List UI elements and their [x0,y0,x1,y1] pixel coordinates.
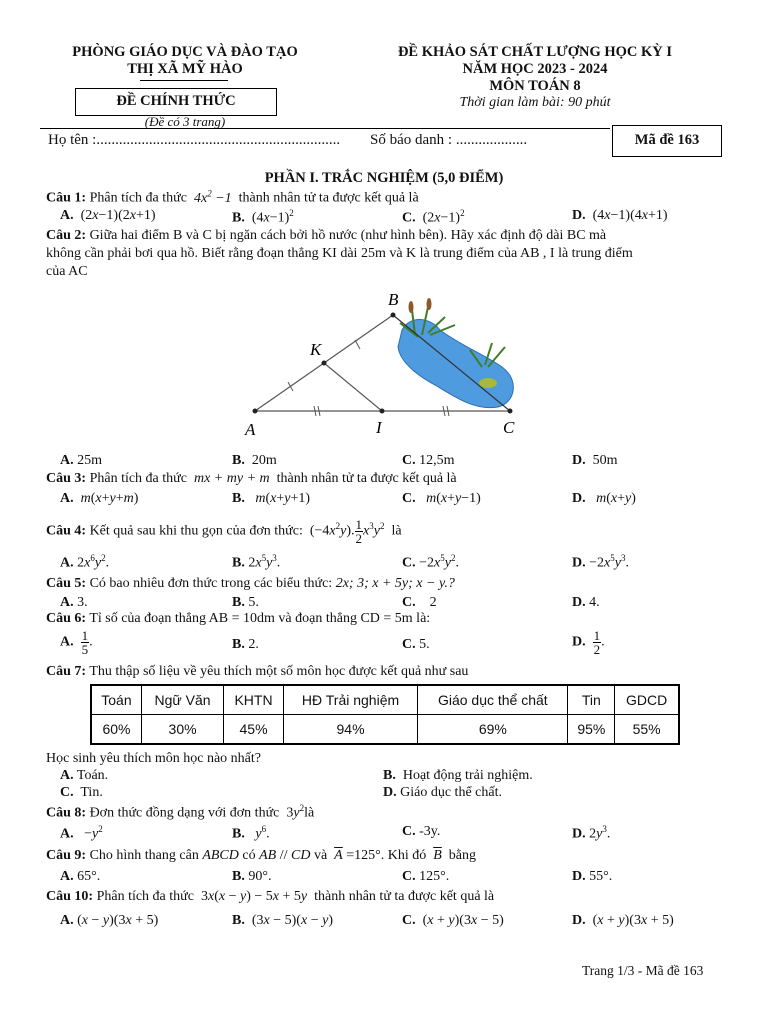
header-underline [140,80,228,81]
q7-option-b[interactable]: B. Hoạt động trải nghiệm. [383,768,533,783]
point-b-label: B [388,290,399,309]
table-cell: 60% [91,715,141,745]
pages-note: (Đề có 3 trang) [144,114,226,129]
q8-label: Câu 8: [46,805,87,821]
question-4: Câu 4: Kết quả sau khi thu gọn của đơn thức: $(-4x^2y)$. $\frac{1}{2}$ $x^3y^2$ là [46,517,402,546]
q6-option-c[interactable]: C. 5. [402,637,430,652]
q4-option-d[interactable]: D. $-2x^5y^3$. [572,553,629,571]
q4-option-c[interactable]: C. $-2x^5y^2$. [402,553,459,571]
q5-label: Câu 5: [46,576,87,591]
question-8: Câu 8: Đơn thức đồng dạng với đơn thức $3y^2là$ [46,803,315,821]
question-1: Câu 1: Phân tích đa thức $4x^2 -1$ thành nhân tử ta được kết quả là [46,188,419,206]
q7-question: Học sinh yêu thích môn học nào nhất? [46,751,262,766]
question-6: Câu 6: Tỉ số của đoạn thẳng AB = 10dm và đoạn thẳng CD = 5m là: [46,611,431,626]
q1-label: Câu 1: [46,190,87,206]
q1-text: Phân tích đa thức [89,190,187,206]
q3-option-b[interactable]: B. m(x+y+1) [232,491,311,506]
header-rule [40,128,610,129]
q5-option-d[interactable]: D. 4. [572,595,600,610]
q2-label: Câu 2: [46,228,87,243]
q10-option-a[interactable]: A. (x − y)(3x + 5) [60,913,159,928]
school-year: NĂM HỌC 2023 - 2024 [462,61,608,77]
table-cell: 69% [418,715,568,745]
q5-option-a[interactable]: A. 3. [60,595,88,610]
q7-option-a[interactable]: A. Toán. [60,768,109,783]
official-label: ĐỀ CHÍNH THỨC [116,93,236,109]
table-row [91,715,679,745]
question-10: Câu 10: Phân tích đa thức 3x(x − y) − 5x + 5y thành nhân tử ta được kết quả là [46,889,495,904]
table-cell: 45% [224,715,284,745]
point-a-label: A [245,420,256,439]
q2-option-d[interactable]: D. 50m [572,453,618,468]
exam-code: Mã đề 163 [634,132,700,148]
q9-label: Câu 9: [46,848,87,863]
q8-option-d[interactable]: D. $2y^3$. [572,824,611,842]
q1-option-d[interactable]: D. (4x−1)(4x+1) [572,208,668,223]
point-i-label: I [376,418,382,437]
table-header-cell: HĐ Trải nghiệm [283,685,417,715]
time-note: Thời gian làm bài: 90 phút [459,95,611,110]
q8-option-a[interactable]: A. $-y^2$ [60,824,103,842]
q10-option-c[interactable]: C. (x + y)(3x − 5) [402,913,504,928]
q4-label: Câu 4: [46,523,87,539]
q10-option-b[interactable]: B. (3x − 5)(x − y) [232,913,333,928]
name-field: Họ tên :................................................................. [48,132,341,148]
section-title: PHẦN I. TRẮC NGHIỆM (5,0 ĐIỂM) [264,170,504,186]
q9-option-c[interactable]: C. 125°. [402,869,450,884]
q8-option-c[interactable]: C. -3y. [402,824,441,839]
q4-option-b[interactable]: B. $2x^5y^3$. [232,553,281,571]
q9-option-d[interactable]: D. 55°. [572,869,613,884]
question-9: Câu 9: Cho hình thang cân ABCD có AB // CD và $\overline{A} =125^\circ$. Khi đó $\overline{B}$ bằng [46,848,477,863]
table-header-cell: Tin [568,685,615,715]
table-header-cell: KHTN [224,685,284,715]
town-name: THỊ XÃ MỸ HÀO [127,61,243,77]
q6-label: Câu 6: [46,611,87,626]
q4-option-a[interactable]: A. $2x^6y^2$. [60,553,110,571]
q6-option-d[interactable]: D. $\frac{1}{2}$ . [572,628,605,657]
table-header-cell: GDCD [615,685,679,715]
q5-option-c[interactable]: C. 2 [402,595,437,610]
q3-option-a[interactable]: A. m(x+y+m) [60,491,139,506]
q3-option-d[interactable]: D. m(x+y) [572,491,636,506]
question-3: Câu 3: Phân tích đa thức mx + my + m thành nhân tử ta được kết quả là [46,471,457,486]
q1-option-b[interactable]: B. $(4x-1)^2$ [232,208,294,226]
q5-option-b[interactable]: B. 5. [232,595,259,610]
q9-option-a[interactable]: A. 65°. [60,869,101,884]
triangle-lake-figure [230,285,540,445]
q3-label: Câu 3: [46,471,87,486]
q6-option-a[interactable]: A. $\frac{1}{5}$ . [60,628,93,657]
q2-option-b[interactable]: B. 20m [232,453,277,468]
q7-label: Câu 7: [46,664,87,679]
point-c-label: C [503,418,515,437]
subject: MÔN TOÁN 8 [489,78,581,94]
q1-text-end: thành nhân tử ta được kết quả là [238,190,419,206]
q6-option-b[interactable]: B. 2. [232,637,259,652]
lily-pad [479,378,497,388]
q2-option-a[interactable]: A. 25m [60,453,103,468]
q2-option-c[interactable]: C. 12,5m [402,453,455,468]
survey-table [90,684,680,745]
table-cell: 30% [141,715,223,745]
exam-title: ĐỀ KHẢO SÁT CHẤT LƯỢNG HỌC KỲ I [397,44,673,60]
q9-option-b[interactable]: B. 90°. [232,869,272,884]
table-cell: 94% [283,715,417,745]
table-cell: 95% [568,715,615,745]
point-k-label: K [310,340,322,359]
page-footer: Trang 1/3 - Mã đề 163 [582,963,704,978]
table-header-cell: Giáo dục thể chất [418,685,568,715]
table-header-cell: Ngữ Văn [141,685,223,715]
table-cell: 55% [615,715,679,745]
q7-option-c[interactable]: C. Tin. [60,785,103,800]
question-5: Câu 5: Có bao nhiêu đơn thức trong các biểu thức: 2x; 3; x + 5y; x − y.? [46,576,455,591]
q10-label: Câu 10: [46,889,94,904]
dept-name: PHÒNG GIÁO DỤC VÀ ĐÀO TẠO [72,44,298,60]
q8-option-b[interactable]: B. $y^6$. [232,824,270,842]
table-header-row [91,685,679,715]
q3-option-c[interactable]: C. m(x+y−1) [402,491,481,506]
q1-option-c[interactable]: C. $(2x-1)^2$ [402,208,465,226]
sbd-field: Số báo danh : ................... [370,132,528,148]
q2-line-2: không cần phải bơi qua hồ. Biết rằng đoạn thẳng KI dài 25m và K là trung điểm của AB , I là trung điểm [46,246,633,261]
table-header-cell: Toán [91,685,141,715]
q1-option-a[interactable]: A. (2x−1)(2x+1) [60,208,156,223]
q10-option-d[interactable]: D. (x + y)(3x + 5) [572,913,674,928]
q2-line-1: Giữa hai điểm B và C bị ngăn cách bởi hồ nước (như hình bên). Hãy xác định độ dài BC mà [89,228,607,243]
question-7: Câu 7: Thu thập số liệu về yêu thích một số môn học được kết quả như sau [46,664,469,679]
question-2 [46,228,606,244]
q7-option-d[interactable]: D. Giáo dục thể chất. [383,785,502,800]
q2-line-3: của AC [46,264,88,279]
